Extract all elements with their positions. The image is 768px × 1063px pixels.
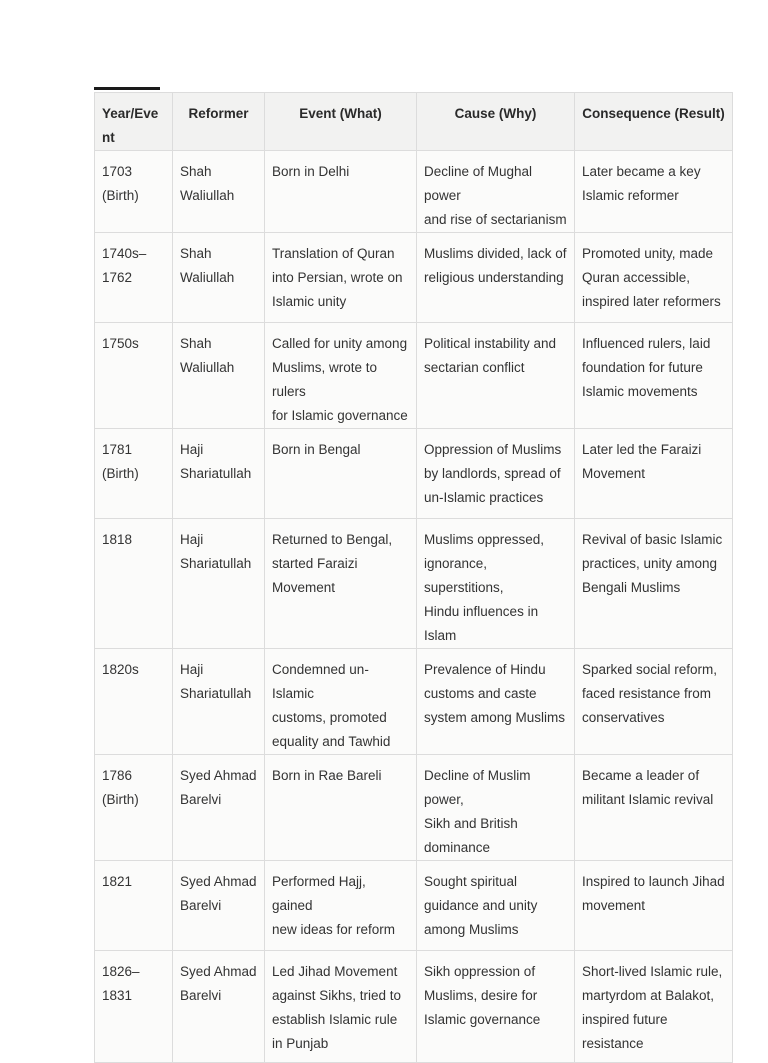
cell-cause: Muslims oppressed, ignorance, superstitions, Hindu influences in Islam bbox=[417, 519, 575, 649]
cell-event: Returned to Bengal, started Faraizi Movement bbox=[265, 519, 417, 649]
cell-reformer: Shah Waliullah bbox=[173, 323, 265, 429]
cell-cause: Sikh oppression of Muslims, desire for Islamic governance bbox=[417, 951, 575, 1063]
header-consequence: Consequence (Result) bbox=[575, 93, 733, 151]
reformers-table bbox=[94, 92, 733, 1063]
cell-consequence: Sparked social reform, faced resistance from conservatives bbox=[575, 649, 733, 755]
top-rule bbox=[94, 87, 160, 90]
cell-reformer: Syed Ahmad Barelvi bbox=[173, 861, 265, 951]
table-row bbox=[95, 951, 733, 1063]
cell-consequence: Inspired to launch Jihad movement bbox=[575, 861, 733, 951]
cell-consequence: Later became a key Islamic reformer bbox=[575, 151, 733, 233]
cell-cause: Muslims divided, lack of religious understanding bbox=[417, 233, 575, 323]
cell-reformer: Haji Shariatullah bbox=[173, 649, 265, 755]
table-container bbox=[94, 92, 733, 1051]
cell-consequence: Later led the Faraizi Movement bbox=[575, 429, 733, 519]
cell-year: 1781 (Birth) bbox=[95, 429, 173, 519]
cell-event: Translation of Quran into Persian, wrote on Islamic unity bbox=[265, 233, 417, 323]
cell-year: 1740s– 1762 bbox=[95, 233, 173, 323]
table-row bbox=[95, 861, 733, 951]
table-row bbox=[95, 649, 733, 755]
table-row bbox=[95, 429, 733, 519]
cell-reformer: Haji Shariatullah bbox=[173, 519, 265, 649]
cell-reformer: Syed Ahmad Barelvi bbox=[173, 951, 265, 1063]
cell-year: 1703 (Birth) bbox=[95, 151, 173, 233]
cell-event: Performed Hajj, gained new ideas for reform bbox=[265, 861, 417, 951]
cell-cause: Decline of Muslim power, Sikh and British dominance bbox=[417, 755, 575, 861]
cell-cause: Oppression of Muslims by landlords, spread of un-Islamic practices bbox=[417, 429, 575, 519]
cell-event: Born in Delhi bbox=[265, 151, 417, 233]
cell-year: 1750s bbox=[95, 323, 173, 429]
cell-consequence: Short-lived Islamic rule, martyrdom at Balakot, inspired future resistance bbox=[575, 951, 733, 1063]
cell-cause: Decline of Mughal power and rise of sectarianism bbox=[417, 151, 575, 233]
cell-reformer: Shah Waliullah bbox=[173, 233, 265, 323]
cell-event: Condemned un-Islamic customs, promoted equality and Tawhid bbox=[265, 649, 417, 755]
header-event: Event (What) bbox=[265, 93, 417, 151]
cell-reformer: Shah Waliullah bbox=[173, 151, 265, 233]
cell-year: 1826–1831 bbox=[95, 951, 173, 1063]
cell-event: Called for unity among Muslims, wrote to rulers for Islamic governance bbox=[265, 323, 417, 429]
cell-cause: Political instability and sectarian conflict bbox=[417, 323, 575, 429]
cell-reformer: Syed Ahmad Barelvi bbox=[173, 755, 265, 861]
cell-cause: Prevalence of Hindu customs and caste system among Muslims bbox=[417, 649, 575, 755]
cell-consequence: Promoted unity, made Quran accessible, inspired later reformers bbox=[575, 233, 733, 323]
cell-consequence: Became a leader of militant Islamic revival bbox=[575, 755, 733, 861]
table-row bbox=[95, 755, 733, 861]
cell-event: Born in Rae Bareli bbox=[265, 755, 417, 861]
header-row bbox=[95, 93, 733, 151]
cell-consequence: Revival of basic Islamic practices, unity among Bengali Muslims bbox=[575, 519, 733, 649]
header-year: Year/Event bbox=[95, 93, 173, 151]
table-row bbox=[95, 519, 733, 649]
header-reformer: Reformer bbox=[173, 93, 265, 151]
cell-year: 1786 (Birth) bbox=[95, 755, 173, 861]
cell-cause: Sought spiritual guidance and unity among Muslims bbox=[417, 861, 575, 951]
cell-year: 1818 bbox=[95, 519, 173, 649]
table-row bbox=[95, 323, 733, 429]
cell-reformer: Haji Shariatullah bbox=[173, 429, 265, 519]
cell-year: 1821 bbox=[95, 861, 173, 951]
cell-consequence: Influenced rulers, laid foundation for future Islamic movements bbox=[575, 323, 733, 429]
cell-event: Led Jihad Movement against Sikhs, tried to establish Islamic rule in Punjab bbox=[265, 951, 417, 1063]
header-cause: Cause (Why) bbox=[417, 93, 575, 151]
cell-event: Born in Bengal bbox=[265, 429, 417, 519]
cell-year: 1820s bbox=[95, 649, 173, 755]
table-row bbox=[95, 233, 733, 323]
table-row bbox=[95, 151, 733, 233]
